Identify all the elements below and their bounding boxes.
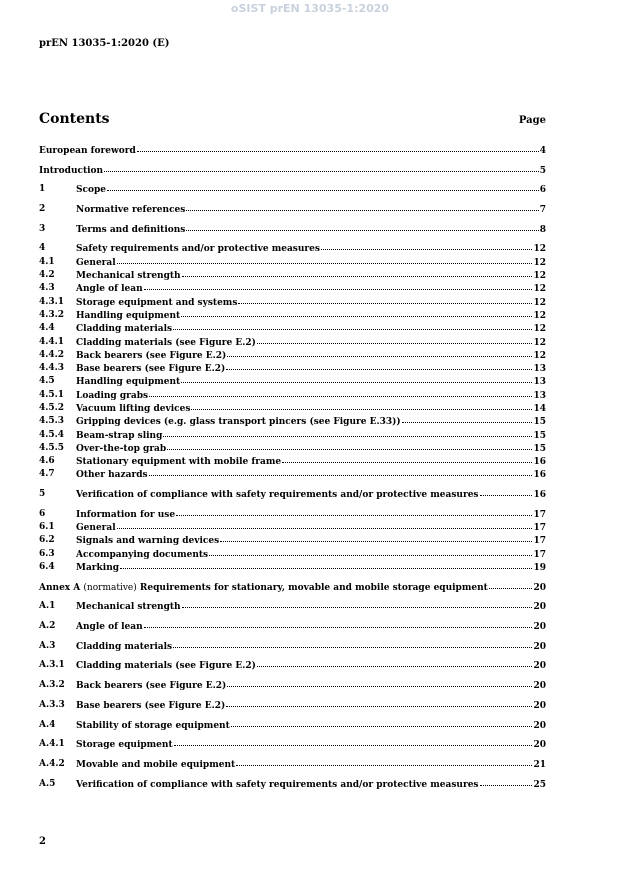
toc-entry-number: 4.6 (39, 456, 55, 467)
dot-leader (117, 255, 533, 264)
toc-entry-title-text: Marking (76, 563, 120, 574)
toc-entry-number: A.5 (39, 778, 56, 789)
toc-entry[interactable] (39, 349, 546, 362)
toc-entry-title (39, 582, 488, 595)
dot-leader (182, 268, 533, 277)
toc-entry-title-text: Storage equipment and systems (76, 297, 238, 308)
toc-entry-title (76, 257, 116, 270)
toc-entry-title (76, 184, 106, 197)
contents-title: Contents (39, 111, 110, 127)
toc-entry-title-text: Signals and warning devices (76, 536, 220, 547)
toc-entry-title-text: Angle of lean (76, 622, 143, 633)
dot-leader (220, 533, 532, 542)
toc-entry[interactable] (39, 699, 546, 712)
toc-entry-title (76, 283, 143, 296)
toc-entry-page: 19 (533, 563, 546, 574)
toc-entry-title-text: Handling equipment (76, 377, 181, 388)
toc-entry[interactable] (39, 402, 546, 415)
dot-leader (181, 308, 532, 317)
dot-leader (238, 295, 532, 304)
toc-entry-number: 4.5 (39, 376, 55, 387)
toc-entry-title-text: Annex A (39, 582, 81, 593)
toc-entry-number: 4.5.3 (39, 416, 65, 427)
toc-entry-title-text: Verification of compliance with safety requirements and/or protective measures (76, 490, 479, 501)
toc-entry[interactable] (39, 600, 546, 613)
dot-leader (144, 619, 533, 628)
toc-entry-number: 4.4.3 (39, 363, 65, 374)
toc-entry-number: 6 (39, 508, 46, 519)
toc-entry-number: 4.7 (39, 469, 55, 480)
toc-entry-page: 20 (533, 641, 546, 652)
toc-entry-number: 4.3.1 (39, 296, 65, 307)
toc-entry-title (76, 641, 172, 654)
toc-entry-page: 20 (533, 602, 546, 613)
table-of-contents (39, 144, 546, 791)
document-reference: prEN 13035-1:2020 (E) (39, 38, 170, 49)
toc-entry[interactable] (39, 336, 546, 349)
toc-entry[interactable] (39, 738, 546, 751)
annex-type: (normative) (83, 582, 137, 593)
toc-entry-title-text: Base bearers (see Figure E.2) (76, 364, 226, 375)
toc-entry-title-text: Movable and mobile equipment (76, 759, 236, 770)
toc-entry-number: 2 (39, 204, 46, 215)
dot-leader (104, 163, 539, 172)
toc-entry[interactable] (39, 581, 546, 594)
toc-entry-title (76, 739, 173, 752)
toc-entry-title-text: Back bearers (see Figure E.2) (76, 681, 227, 692)
toc-entry-page: 20 (533, 661, 546, 672)
dot-leader (480, 487, 533, 496)
toc-entry-page: 5 (539, 165, 546, 176)
toc-entry-title (76, 390, 148, 403)
toc-entry-title (76, 443, 166, 456)
toc-entry-page: 16 (533, 470, 546, 481)
toc-entry-number: 4.4.2 (39, 349, 65, 360)
toc-entry-title-text: Cladding materials (see Figure E.2) (76, 661, 256, 672)
toc-entry-title (76, 323, 172, 336)
toc-entry[interactable] (39, 719, 546, 732)
toc-entry[interactable] (39, 442, 546, 455)
toc-entry-number: 5 (39, 489, 46, 500)
dot-leader (321, 241, 533, 250)
toc-entry[interactable] (39, 282, 546, 295)
toc-entry-page: 17 (533, 509, 546, 520)
toc-entry-title-text: General (76, 523, 116, 534)
dot-leader (226, 361, 532, 370)
toc-entry-page: 13 (533, 390, 546, 401)
page-column-header: Page (518, 115, 546, 126)
dot-leader (186, 222, 538, 231)
toc-entry-page: 20 (533, 622, 546, 633)
toc-entry-number: 4.5.2 (39, 403, 65, 413)
dot-leader (117, 520, 533, 529)
toc-entry-page: 12 (533, 271, 546, 282)
toc-entry-title-text: Information for use (76, 509, 176, 520)
dot-leader (173, 639, 532, 648)
toc-entry-title (76, 522, 116, 535)
toc-entry[interactable] (39, 415, 546, 428)
toc-entry[interactable] (39, 389, 546, 402)
toc-entry-page: 16 (533, 490, 546, 501)
toc-entry-page: 20 (533, 720, 546, 731)
toc-entry-page: 17 (533, 549, 546, 560)
toc-entry[interactable] (39, 203, 546, 216)
toc-entry-title (76, 700, 225, 713)
toc-entry-title-text: Normative references (76, 205, 186, 216)
toc-entry[interactable] (39, 242, 546, 255)
toc-entry-title (76, 403, 190, 416)
dot-leader (282, 454, 532, 463)
toc-entry-number: 4.5.4 (39, 429, 65, 440)
toc-entry-title-text: Cladding materials (see Figure E.2) (76, 337, 256, 348)
dot-leader (181, 374, 532, 383)
toc-entry-number: A.3.3 (39, 699, 65, 710)
page-number: 2 (39, 836, 46, 847)
toc-entry-title (39, 165, 103, 178)
toc-entry-number: 4.2 (39, 270, 55, 281)
dot-leader (227, 678, 532, 687)
toc-entry[interactable] (39, 488, 546, 501)
toc-entry-title-text: Verification of compliance with safety requirements and/or protective measures (76, 779, 479, 790)
toc-entry[interactable] (39, 640, 546, 653)
toc-entry-title-text: Mechanical strength (76, 602, 181, 613)
toc-entry[interactable] (39, 296, 546, 309)
annex-title: Requirements for stationary, movable and mobile storage equipment (139, 582, 488, 593)
toc-entry[interactable] (39, 548, 546, 561)
toc-entry-title-text: Other hazards (76, 470, 148, 481)
toc-entry-page: 20 (533, 582, 546, 593)
toc-entry-title-text: Safety requirements and/or protective measures (76, 244, 320, 255)
toc-entry-page: 20 (533, 740, 546, 751)
toc-entry-number: 4.5.5 (39, 442, 65, 453)
dot-leader (107, 182, 539, 191)
toc-entry-page: 14 (533, 404, 546, 414)
toc-entry-page: 12 (533, 350, 546, 361)
dot-leader (182, 599, 533, 608)
toc-entry-title (76, 720, 230, 733)
toc-entry-page: 17 (533, 523, 546, 534)
toc-entry-page: 15 (533, 430, 546, 441)
toc-entry-page: 12 (533, 284, 546, 295)
toc-entry-number: 4.4 (39, 323, 55, 334)
dot-leader (149, 388, 532, 397)
toc-entry-page: 20 (533, 681, 546, 692)
toc-entry-page: 21 (533, 759, 546, 770)
toc-entry-number: 6.4 (39, 562, 55, 573)
toc-entry[interactable] (39, 429, 546, 442)
dot-leader (163, 428, 532, 437)
toc-entry-page: 12 (533, 244, 546, 255)
toc-entry-page: 15 (533, 443, 546, 454)
contents-header (39, 111, 546, 127)
toc-entry-number: A.4.1 (39, 739, 65, 750)
toc-entry-title-text: Beam-strap sling (76, 430, 163, 441)
toc-entry-title-text: Back bearers (see Figure E.2) (76, 350, 227, 361)
toc-entry[interactable] (39, 183, 546, 196)
dot-leader (402, 414, 533, 423)
toc-entry[interactable] (39, 322, 546, 335)
dot-leader (149, 467, 533, 476)
toc-entry[interactable] (39, 256, 546, 269)
toc-entry[interactable] (39, 144, 546, 157)
toc-entry-number: 4.1 (39, 256, 55, 267)
toc-entry-title-text: European foreword (39, 146, 136, 156)
dot-leader (174, 737, 533, 746)
toc-entry-page: 25 (533, 779, 546, 790)
watermark: oSIST prEN 13035-1:2020 (230, 2, 390, 15)
toc-entry-page: 12 (533, 337, 546, 348)
dot-leader (144, 281, 533, 290)
toc-entry-number: A.4.2 (39, 758, 65, 769)
toc-entry-title (76, 562, 119, 575)
toc-entry-number: 4.3 (39, 283, 55, 294)
toc-entry[interactable] (39, 468, 546, 481)
toc-entry-page: 4 (539, 146, 546, 156)
toc-entry-title (76, 430, 162, 443)
toc-entry-page: 13 (533, 377, 546, 388)
toc-entry-title (76, 204, 185, 217)
dot-leader (209, 547, 532, 556)
toc-entry-title (76, 350, 226, 363)
toc-entry-title-text: Cladding materials (76, 324, 173, 335)
toc-entry-page: 8 (539, 224, 546, 235)
toc-entry-number: A.3 (39, 640, 56, 651)
dot-leader (120, 560, 532, 569)
toc-entry-page: 16 (533, 457, 546, 468)
toc-entry-number: 4.4.1 (39, 336, 65, 347)
toc-entry[interactable] (39, 164, 546, 177)
toc-entry-title-text: Scope (76, 185, 107, 196)
toc-entry-number: 6.2 (39, 535, 55, 546)
toc-entry-page: 12 (533, 257, 546, 268)
toc-entry-number: A.3.1 (39, 660, 65, 671)
toc-entry-title (76, 310, 180, 323)
toc-entry[interactable] (39, 659, 546, 672)
toc-entry-title-text: General (76, 257, 116, 268)
toc-entry-title (76, 469, 148, 482)
dot-leader (176, 507, 532, 516)
toc-entry-page: 7 (539, 205, 546, 216)
dot-leader (226, 698, 532, 707)
toc-entry-title (76, 535, 219, 548)
toc-entry-number: 6.3 (39, 548, 55, 559)
dot-leader (257, 658, 533, 667)
toc-entry-number: 4.5.1 (39, 389, 65, 400)
dot-leader (480, 777, 533, 786)
toc-entry-number: 4.3.2 (39, 309, 65, 320)
toc-entry[interactable] (39, 455, 546, 468)
toc-entry[interactable] (39, 534, 546, 547)
toc-entry-title-text: Over-the-top grab (76, 443, 167, 454)
toc-entry-title (76, 621, 143, 634)
toc-entry-number: 3 (39, 223, 46, 234)
toc-entry-title-text: Vacuum lifting devices (76, 404, 191, 414)
toc-entry-title-text: Handling equipment (76, 310, 181, 321)
toc-entry-number: A.1 (39, 601, 56, 612)
toc-entry-title-text: Cladding materials (76, 641, 173, 652)
toc-entry-page: 13 (533, 364, 546, 375)
toc-entry-title (76, 759, 235, 772)
toc-entry-page: 17 (533, 536, 546, 547)
dot-leader (173, 321, 532, 330)
toc-entry-page: 12 (533, 297, 546, 308)
toc-entry-page: 6 (539, 185, 546, 196)
toc-entry-title (76, 224, 185, 237)
toc-entry-title-text: Loading grabs (76, 390, 149, 401)
toc-entry-title (76, 680, 226, 693)
dot-leader (137, 143, 539, 152)
toc-entry[interactable] (39, 521, 546, 534)
toc-entry-title (39, 145, 136, 158)
toc-entry-number: 4 (39, 243, 46, 254)
toc-entry-page: 15 (533, 417, 546, 428)
toc-entry-title-text: Stability of storage equipment (76, 720, 230, 731)
toc-entry-title (76, 779, 479, 792)
toc-entry-title-text: Introduction (39, 165, 104, 176)
toc-entry[interactable] (39, 561, 546, 574)
toc-entry-number: 6.1 (39, 522, 55, 533)
toc-entry-page: 12 (533, 324, 546, 335)
toc-entry-number: A.3.2 (39, 680, 65, 691)
toc-entry[interactable] (39, 375, 546, 388)
toc-entry-title-text: Stationary equipment with mobile frame (76, 457, 282, 468)
toc-entry[interactable] (39, 778, 546, 791)
toc-entry-number: A.4 (39, 719, 56, 730)
toc-entry-title-text: Base bearers (see Figure E.2) (76, 700, 226, 711)
toc-entry-title-text: Mechanical strength (76, 271, 181, 282)
toc-entry[interactable] (39, 620, 546, 633)
toc-entry-number: 1 (39, 184, 46, 195)
toc-entry[interactable] (39, 679, 546, 692)
toc-entry[interactable] (39, 223, 546, 236)
toc-entry[interactable] (39, 362, 546, 375)
toc-entry-title-text: Angle of lean (76, 284, 143, 295)
dot-leader (227, 348, 532, 357)
toc-entry-title-text: Gripping devices (e.g. glass transport pincers (see Figure E.33)) (76, 417, 401, 428)
toc-entry-page: 12 (533, 310, 546, 321)
toc-entry[interactable] (39, 508, 546, 521)
toc-entry-title-text: Accompanying documents (76, 549, 209, 560)
dot-leader (231, 718, 533, 727)
toc-entry[interactable] (39, 758, 546, 771)
dot-leader (186, 202, 538, 211)
toc-entry[interactable] (39, 309, 546, 322)
toc-entry-page: 20 (533, 700, 546, 711)
dot-leader (236, 757, 532, 766)
dot-leader (489, 580, 533, 589)
dot-leader (167, 441, 532, 450)
dot-leader (191, 401, 532, 410)
toc-entry-title (76, 489, 479, 502)
toc-entry-title-text: Terms and definitions (76, 224, 186, 235)
dot-leader (257, 335, 533, 344)
toc-entry-number: A.2 (39, 621, 56, 632)
toc-entry-title (76, 660, 256, 673)
toc-entry[interactable] (39, 269, 546, 282)
toc-entry-title-text: Storage equipment (76, 740, 173, 751)
toc-entry-title (76, 601, 181, 614)
